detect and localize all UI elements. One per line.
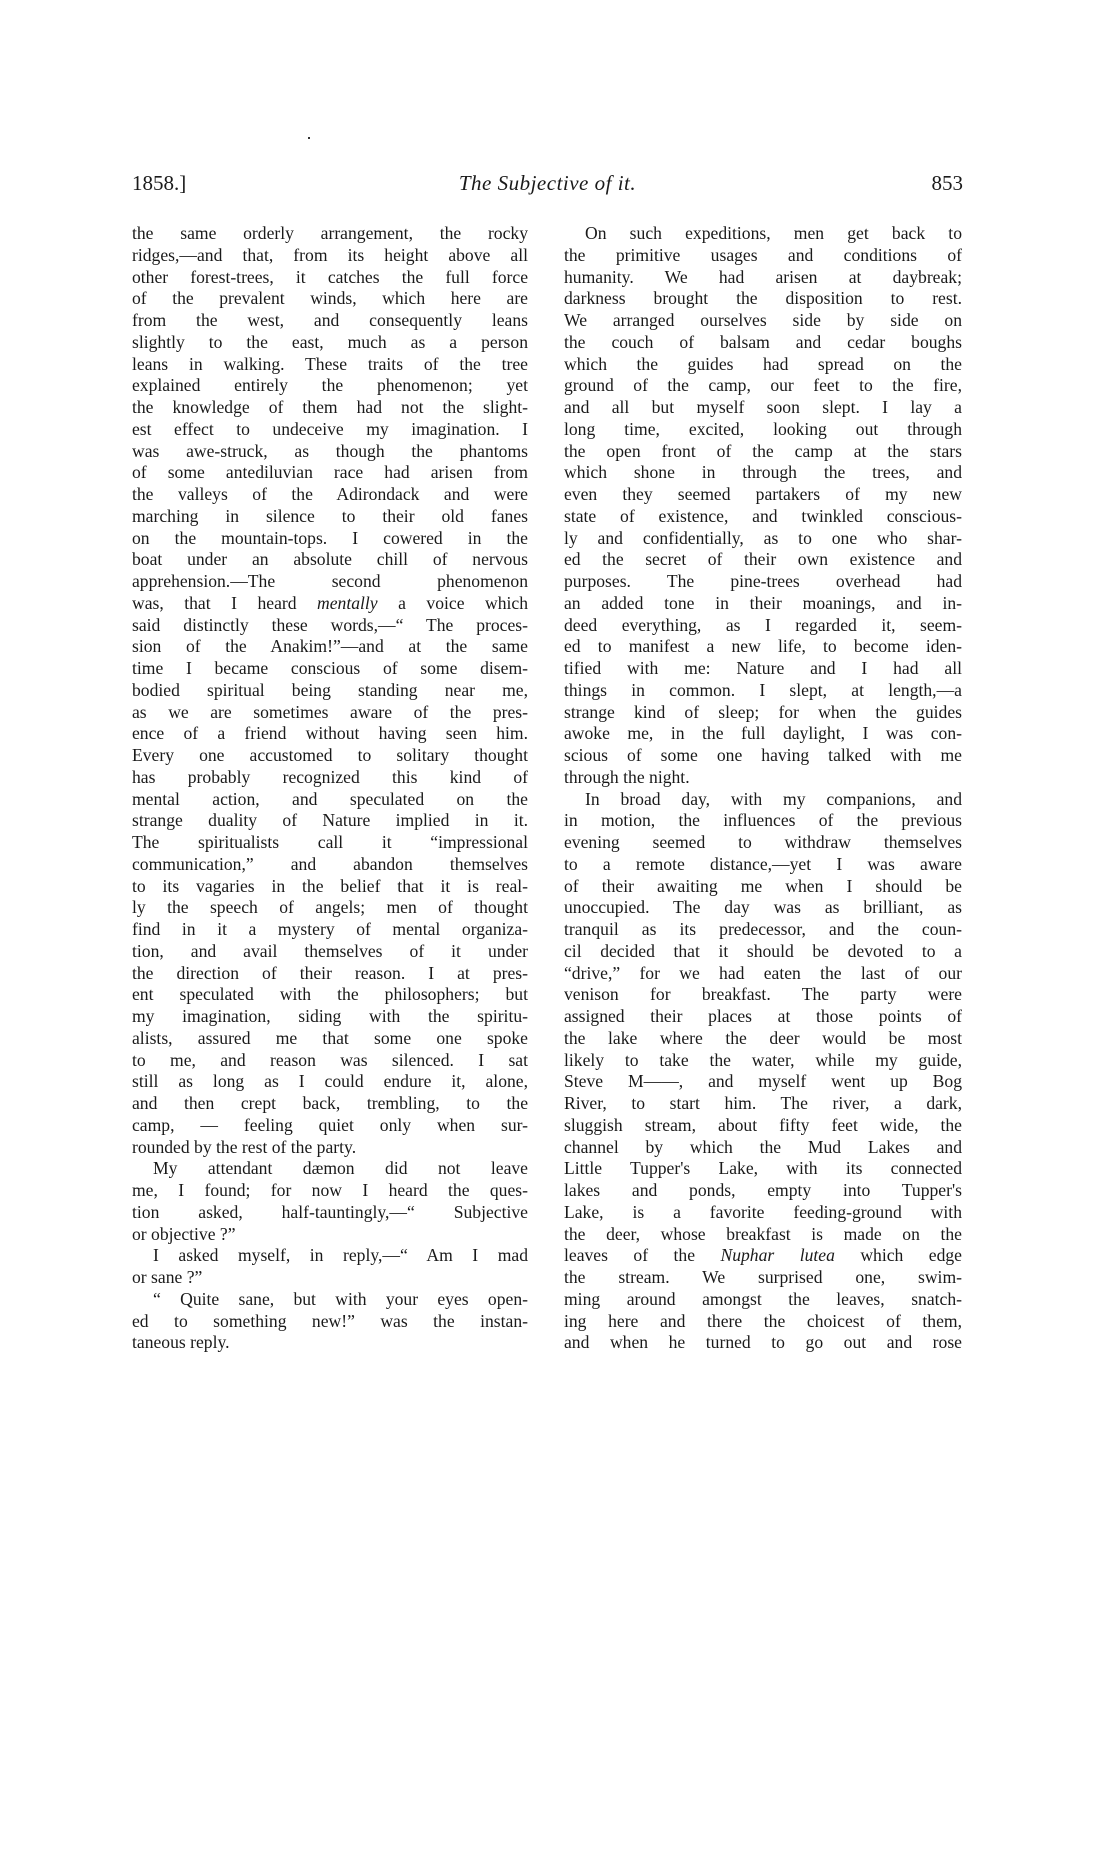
text-line: of their awaiting me when I should be [564,875,962,896]
italic-term: Nuphar lutea [720,1245,835,1266]
running-head-year: 1858.] [132,171,187,195]
text-line: slightly to the east, much as a person [132,331,528,352]
text-line: We arranged ourselves side by side on [564,310,962,330]
text-line: time I became conscious of some disem- [132,658,528,678]
text-line: unoccupied. The day was as brilliant, as [564,897,962,918]
text-line: of the prevalent winds, which here are [132,288,528,309]
text-line: leaves of the Nuphar lutea which edge [564,1245,962,1266]
text-line: awoke me, in the full daylight, I was con- [564,723,962,744]
text-line: evening seemed to withdraw themselves [564,832,962,852]
scan-speck [308,137,310,139]
text-line: The spiritualists call it “impressional [132,832,528,852]
text-line: likely to take the water, while my guide, [564,1049,962,1070]
text-line: ed to manifest a new life, to become iden- [564,636,962,657]
text-line: deed everything, as I regarded it, seem- [564,614,962,635]
text-line: ing here and there the choicest of them, [564,1310,962,1331]
text-line: ed the secret of their own existence and [564,549,962,570]
text-line: camp, — feeling quiet only when sur- [132,1114,528,1135]
text-line: channel by which the Mud Lakes and [564,1136,962,1157]
text-line: ly the speech of angels; men of thought [132,897,528,918]
text-line: ent speculated with the philosophers; but [132,984,528,1005]
text-line: was awe-struck, as though the phantoms [132,440,528,461]
text-line: In broad day, with my companions, and [585,788,962,809]
text-line: est effect to undeceive my imagination. I [132,418,528,439]
text-line: humanity. We had arisen at daybreak; [564,266,962,287]
text-line: the knowledge of them had not the slight- [132,397,528,417]
text-line: assigned their places at those points of [564,1006,962,1026]
text-line: things in common. I slept, at length,—a [564,679,962,700]
text-line: and when he turned to go out and rose [564,1332,962,1353]
text-line: Little Tupper's Lake, with its connected [564,1158,962,1179]
text-line: strange duality of Nature implied in it. [132,810,528,831]
running-head [132,170,963,196]
text-line: Steve M——, and myself went up Bog [564,1071,962,1092]
text-line: even they seemed partakers of my new [564,484,962,504]
text-line: explained entirely the phenomenon; yet [132,375,528,396]
text-line: me, I found; for now I heard the ques- [132,1180,528,1200]
text-line: mental action, and speculated on the [132,788,528,809]
text-line: alists, assured me that some one spoke [132,1027,528,1048]
text-line: to me, and reason was silenced. I sat [132,1049,528,1070]
text-line: bodied spiritual being standing near me, [132,679,528,700]
text-line: rounded by the rest of the party. [132,1136,357,1157]
text-line: marching in silence to their old fanes [132,505,528,526]
text-line: tranquil as its predecessor, and the coun- [564,919,962,939]
text-line: and all but myself soon slept. I lay a [564,397,962,417]
text-line: to its vagaries in the belief that it is real- [132,875,528,896]
text-line: purposes. The pine-trees overhead had [564,571,962,591]
text-line: to a remote distance,—yet I was aware [564,853,962,874]
text-line: tion asked, half-tauntingly,—“ Subjective [132,1201,528,1222]
text-line: “drive,” for we had eaten the last of our [564,962,962,983]
text-line: the lake where the deer would be most [564,1027,962,1048]
text-line: scious of some one having talked with me [564,745,962,765]
running-head-title: The Subjective of it. [458,171,637,195]
text-line: cil decided that it should be devoted to a [564,940,962,961]
text-line: or sane ?” [132,1267,203,1287]
text-line: strange kind of sleep; for when the guides [564,701,962,722]
text-line: tified with me: Nature and I had all [564,658,962,678]
text-line: tion, and avail themselves of it under [132,940,528,961]
text-line: sion of the Anakim!”—and at the same [132,636,528,657]
text-line: the deer, whose breakfast is made on the [564,1223,962,1244]
text-line: an added tone in their moanings, and in- [564,592,962,613]
text-line: “ Quite sane, but with your eyes open- [153,1288,528,1309]
text-line: sluggish stream, about fifty feet wide, the [564,1114,962,1135]
page-number: 853 [931,171,963,195]
italic-term: mentally [317,592,378,613]
text-line: and then crept back, trembling, to the [132,1093,528,1113]
text-line: the primitive usages and conditions of [564,244,962,265]
text-line: was, that I heard mentally a voice which [132,592,528,613]
text-line: lakes and ponds, empty into Tupper's [564,1180,962,1200]
text-line: ming around amongst the leaves, snatch- [564,1288,962,1309]
text-line: River, to start him. The river, a dark, [564,1093,962,1113]
text-line: the stream. We surprised one, swim- [564,1267,962,1287]
text-line: the direction of their reason. I at pres- [132,962,528,983]
text-line: boat under an absolute chill of nervous [132,549,528,570]
text-line: which the guides had spread on the [564,353,962,374]
text-line: through the night. [564,766,690,787]
text-line: or objective ?” [132,1223,236,1244]
text-line: which shone in through the trees, and [564,462,962,483]
text-line: Every one accustomed to solitary thought [132,745,528,765]
text-line: ly and confidentially, as to one who shar- [564,527,962,548]
text-line: other forest-trees, it catches the full force [132,266,528,287]
text-line: I asked myself, in reply,—“ Am I mad [153,1245,528,1266]
text-line: ground of the camp, our feet to the fire, [564,375,962,396]
text-line: as we are sometimes aware of the pres- [132,701,528,722]
text-line: On such expeditions, men get back to [585,223,962,243]
text-line: the same orderly arrangement, the rocky [132,223,528,243]
text-line: find in it a mystery of mental organiza- [132,919,528,939]
text-line: leans in walking. These traits of the tree [132,353,528,374]
text-line: ridges,—and that, from its height above all [132,244,528,265]
text-line: still as long as I could endure it, alone, [132,1071,528,1092]
text-line: from the west, and consequently leans [132,310,528,330]
text-line: darkness brought the disposition to rest. [564,288,962,309]
text-line: my imagination, siding with the spiritu- [132,1006,528,1026]
text-line: communication,” and abandon themselves [132,853,528,874]
text-line: long time, excited, looking out through [564,418,962,439]
left-column [132,223,528,1354]
text-line: venison for breakfast. The party were [564,984,962,1005]
text-line: in motion, the influences of the previous [564,810,962,831]
text-line: My attendant dæmon did not leave [153,1158,528,1179]
text-line: taneous reply. [132,1332,230,1353]
text-line: ed to something new!” was the instan- [132,1310,528,1331]
text-line: Lake, is a favorite feeding-ground with [564,1201,962,1222]
text-line: the couch of balsam and cedar boughs [564,331,962,352]
text-line: the open front of the camp at the stars [564,440,962,461]
text-line: apprehension.—The second phenomenon [132,571,528,591]
text-line: state of existence, and twinkled conscious- [564,505,962,526]
text-line: ence of a friend without having seen him. [132,723,528,744]
right-column [564,223,962,1354]
text-line: said distinctly these words,—“ The proces- [132,614,528,635]
text-line: of some antediluvian race had arisen from [132,462,528,483]
text-line: the valleys of the Adirondack and were [132,484,528,504]
text-line: has probably recognized this kind of [132,766,528,787]
text-line: on the mountain-tops. I cowered in the [132,527,528,548]
